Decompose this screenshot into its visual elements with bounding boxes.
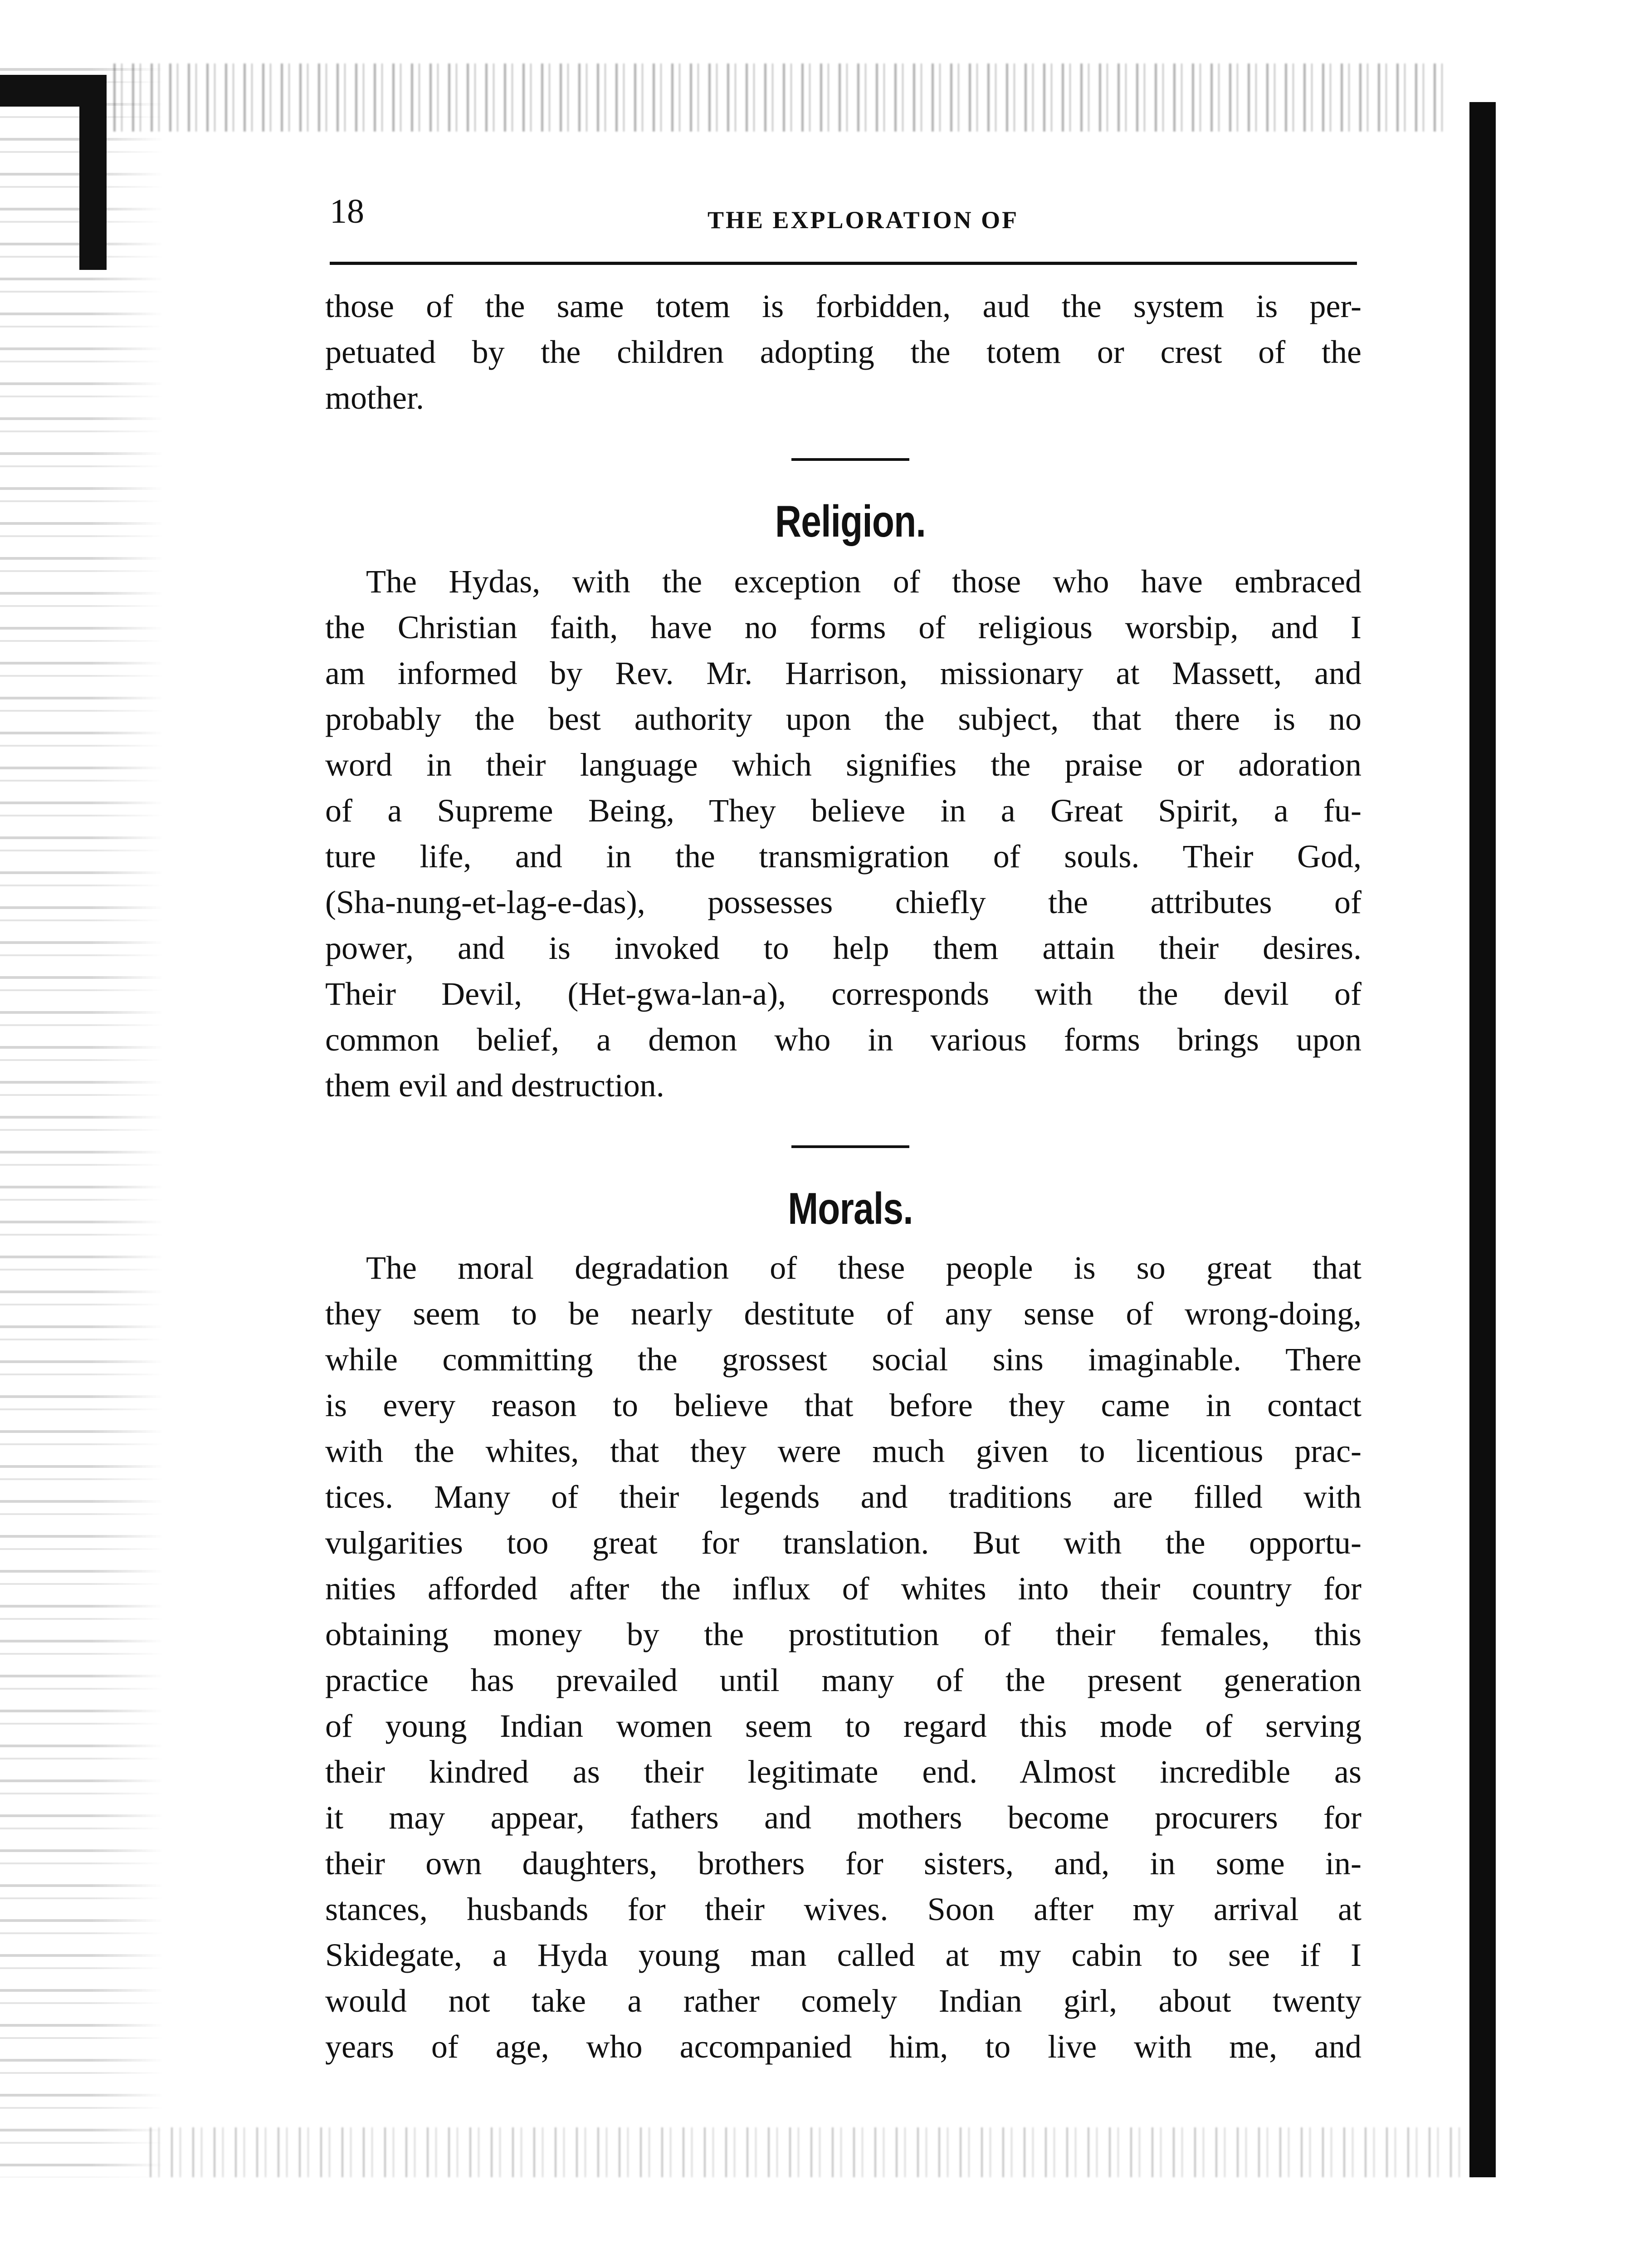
text-line: they seem to be nearly destitute of any sense of wrong-doing, [325,1295,1361,1332]
text-line: it may appear, fathers and mothers become procurers for [325,1799,1361,1836]
section-divider [791,458,909,461]
text-line: The Hydas, with the exception of those who have embraced [366,563,1361,600]
text-line: am informed by Rev. Mr. Harrison, missionary at Massett, and [325,655,1361,691]
text-line: probably the best authority upon the subject, that there is no [325,701,1361,737]
text-line: of a Supreme Being, They believe in a Great Spirit, a fu- [325,792,1361,829]
text-line: is every reason to believe that before they came in contact [325,1387,1361,1423]
text-line: the Christian faith, have no forms of religious worsbip, and I [325,609,1361,645]
scan-artifact-top [113,64,1451,132]
text-line: ture life, and in the transmigration of souls. Their God, [325,838,1361,875]
text-line: those of the same totem is forbidden, aud the system is per- [325,288,1361,324]
text-line: power, and is invoked to help them attain their desires. [325,930,1361,966]
text-line: their kindred as their legitimate end. Almost incredible as [325,1754,1361,1790]
text-line: vulgarities too great for translation. But with the opportu- [325,1525,1361,1561]
section-divider [791,1145,909,1148]
text-line: nities afforded after the influx of whites into their country for [325,1570,1361,1607]
text-line: obtaining money by the prostitution of their females, this [325,1616,1361,1652]
text-line: Their Devil, (Het-gwa-lan-a), corresponds with the devil of [325,976,1361,1012]
binding-mark-stem [79,75,107,270]
page-number: 18 [330,192,364,230]
morals-heading: Morals. [788,1183,913,1233]
text-line: while committing the grossest social sins imaginable. There [325,1341,1361,1378]
text-line: of young Indian women seem to regard this mode of serving [325,1708,1361,1744]
text-line: tices. Many of their legends and traditions are filled with [325,1479,1361,1515]
page-edge-shadow [1469,102,1496,2177]
text-line: practice has prevailed until many of the present generation [325,1662,1361,1698]
running-title: THE EXPLORATION OF [708,206,1019,234]
morals-paragraph [325,1245,1361,2070]
text-line: word in their language which signifies the praise or adoration [325,747,1361,783]
text-line: years of age, who accompanied him, to live with me, and [325,2028,1361,2065]
scan-artifact-bottom [150,2127,1474,2177]
text-line: them evil and destruction. [325,1067,664,1104]
text-line: their own daughters, brothers for sisters, and, in some in- [325,1845,1361,1882]
text-line: common belief, a demon who in various forms brings upon [325,1022,1361,1058]
text-line: The moral degradation of these people is so great that [366,1250,1361,1286]
text-line: petuated by the children adopting the totem or crest of the [325,334,1361,370]
text-line: would not take a rather comely Indian girl, about twenty [325,1983,1361,2019]
scan-artifact-left [0,68,163,2177]
text-line: Skidegate, a Hyda young man called at my cabin to see if I [325,1937,1361,1973]
continuation-paragraph [325,284,1361,421]
religion-paragraph [325,559,1361,1109]
religion-heading: Religion. [775,496,926,546]
header-rule [330,262,1357,265]
text-line: with the whites, that they were much given to licentious prac- [325,1433,1361,1469]
text-line: stances, husbands for their wives. Soon after my arrival at [325,1891,1361,1927]
text-line: mother. [325,380,424,416]
text-line: (Sha-nung-et-lag-e-das), possesses chiefly the attributes of [325,884,1361,920]
